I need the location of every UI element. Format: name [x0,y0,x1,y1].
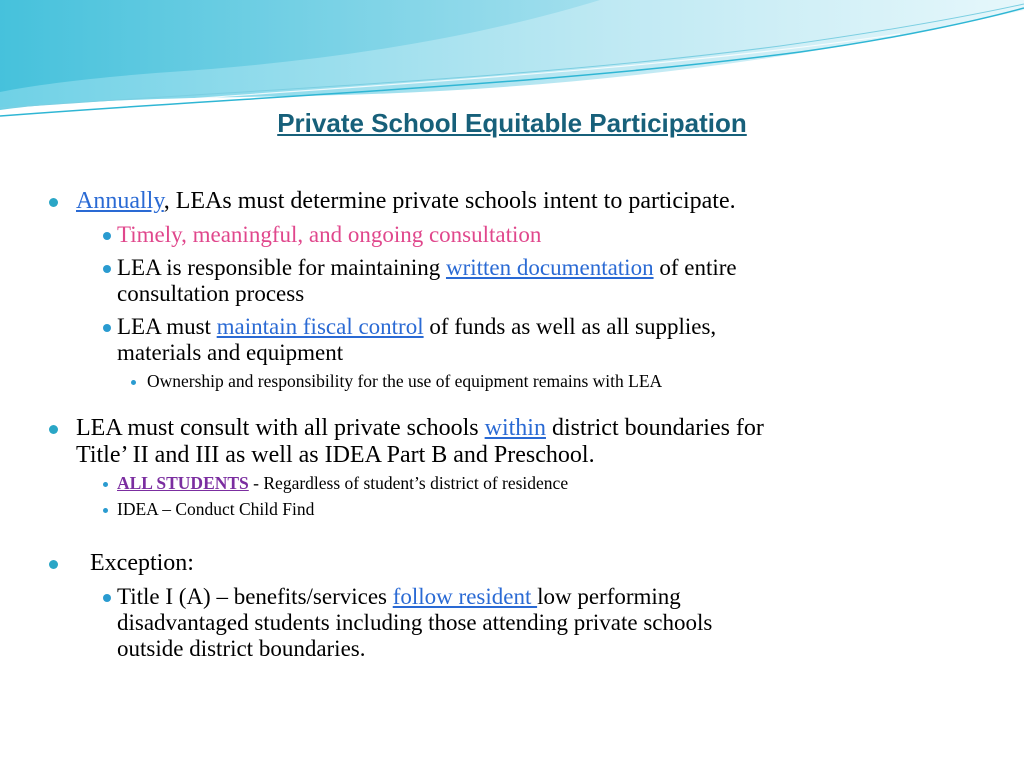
list-item: Timely, meaningful, and ongoing consultation [117,222,542,247]
bullet-dot-icon [103,265,111,273]
list-item-text: district boundaries for [545,415,764,441]
bullet-dot-icon [103,508,108,513]
list-item-text: Title I (A) – benefits/services [117,584,393,609]
all-students-link[interactable]: ALL STUDENTS [117,473,249,493]
list-item [117,473,568,494]
list-item-continuation: materials and equipment [117,340,344,365]
slide-title: Private School Equitable Participation [277,108,747,138]
list-item-text: of funds as well as all supplies, [423,314,717,339]
list-item [76,415,764,442]
bullet-dot-icon [103,324,111,332]
bullet-dot-icon [103,594,111,602]
list-item-text: of entire [653,255,737,280]
bullet-dot-icon [49,198,58,207]
annually-link[interactable]: Annually [76,188,164,214]
maintain-fiscal-control-link[interactable]: maintain fiscal control [216,314,424,339]
list-item-continuation: outside district boundaries. [117,636,366,661]
list-item-continuation: Title’ II and III as well as IDEA Part B and Preschool. [76,442,595,468]
list-item-text: low performing [537,584,681,609]
list-item [76,188,736,215]
list-item-text: LEA must [117,314,217,339]
bullet-dot-icon [103,482,108,487]
list-item-continuation: consultation process [117,281,305,306]
list-item-text: LEA must consult with all private schools [76,415,485,441]
bullet-dot-icon [49,560,58,569]
follow-resident-link[interactable]: follow resident [392,584,538,609]
within-link[interactable]: within [484,415,546,441]
list-item-text: LEA is responsible for maintaining [117,255,446,280]
list-item [117,255,737,281]
written-documentation-link[interactable]: written documentation [445,255,654,280]
list-item-continuation: disadvantaged students including those attending private schools [117,610,713,635]
bullet-dot-icon [131,380,136,385]
bullet-dot-icon [49,425,58,434]
list-item: Ownership and responsibility for the use of equipment remains with LEA [147,371,663,391]
list-item: Exception: [90,550,194,576]
list-item-text: , LEAs must determine private schools intent to participate. [163,188,736,214]
list-item [117,314,716,340]
list-item: IDEA – Conduct Child Find [117,499,315,519]
bullet-dot-icon [103,232,111,240]
list-item-text: - Regardless of student’s district of residence [248,473,569,493]
list-item [117,584,681,610]
